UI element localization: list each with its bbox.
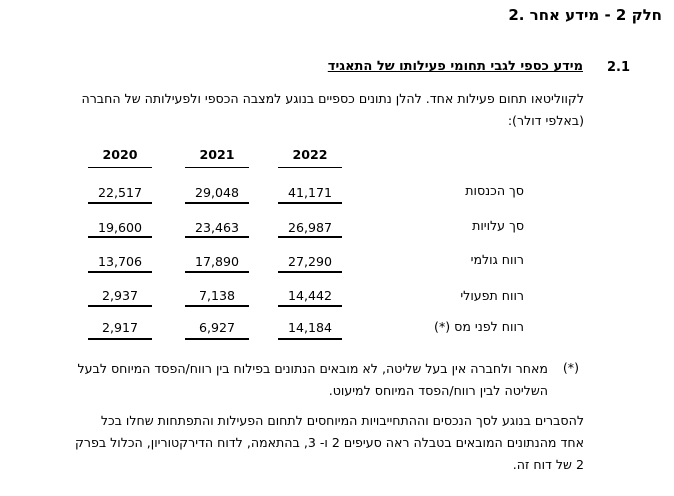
row-rule xyxy=(88,338,152,340)
intro-line: (באלפי דולר): xyxy=(507,113,584,128)
table-cell: 7,138 xyxy=(198,288,236,303)
row-label-costs: סך עלויות xyxy=(472,218,524,233)
table-cell: 14,184 xyxy=(287,320,333,335)
year-header-2021: 2021 xyxy=(199,147,235,162)
row-rule xyxy=(88,305,152,307)
chapter-title: חלק 2 - מידע אחר .2 xyxy=(508,6,662,24)
header-rule xyxy=(185,167,249,168)
table-cell: 27,290 xyxy=(287,254,333,269)
row-rule xyxy=(278,271,342,273)
row-label-operating-profit: רווח תפעולי xyxy=(460,288,524,303)
explanation-line: אחד מהנתונים המובאים בטבלה ראה סעיפים 2 ו- 3, בהתאמה, לדוח הדירקטוריון, הכלול בפרק xyxy=(74,435,584,450)
row-rule xyxy=(185,271,249,273)
row-rule xyxy=(278,202,342,204)
row-rule xyxy=(278,236,342,238)
table-cell: 22,517 xyxy=(97,185,143,200)
explanation-line: 2 של דוח זה. xyxy=(512,457,584,472)
row-rule xyxy=(185,236,249,238)
table-cell: 2,917 xyxy=(101,320,139,335)
footnote-text xyxy=(78,358,549,402)
row-rule xyxy=(88,202,152,204)
footnote-line: מאחר ולחברה אין בעל שליטה, לא מובאים הנתונים בפילוח בין רווח/הפסד המיוחס לבעל xyxy=(77,361,548,376)
year-header-2022: 2022 xyxy=(292,147,328,162)
year-header-2020: 2020 xyxy=(102,147,138,162)
header-rule xyxy=(88,167,152,168)
section-title: מידע כספי לגבי תחומי פעילותו של התאגיד xyxy=(327,59,583,74)
intro-line: לקווליטאו תחום פעילות אחד. להלן נתונים כספיים בנוגע למצבה הכספי ולפעילותה של החברה xyxy=(81,91,584,106)
table-cell: 41,171 xyxy=(287,185,333,200)
table-cell: 13,706 xyxy=(97,254,143,269)
row-label-gross-profit: רווח גולמי xyxy=(470,252,524,267)
table-cell: 19,600 xyxy=(97,220,143,235)
table-cell: 14,442 xyxy=(287,288,333,303)
intro-paragraph xyxy=(81,88,584,132)
row-rule xyxy=(88,236,152,238)
footnote-line: השליטה לבין רווח/הפסד המיוחס למיעוט. xyxy=(328,383,548,398)
row-rule xyxy=(185,338,249,340)
table-cell: 17,890 xyxy=(194,254,240,269)
table-cell: 2,937 xyxy=(101,288,139,303)
table-cell: 6,927 xyxy=(198,320,236,335)
row-rule xyxy=(278,305,342,307)
row-rule xyxy=(185,202,249,204)
row-label-revenue: סך הכנסות xyxy=(465,183,524,198)
row-rule xyxy=(185,305,249,307)
table-cell: 26,987 xyxy=(287,220,333,235)
section-number: 2.1 xyxy=(606,60,630,75)
explanation-line: להסברים בנוגע לסך הנכסים וההתחייבויות המיוחסים לתחום הפעילות והתפתחות שחלו בכל xyxy=(100,413,584,428)
row-rule xyxy=(88,271,152,273)
header-rule xyxy=(278,167,342,168)
explanation-paragraph xyxy=(75,410,584,476)
table-cell: 29,048 xyxy=(194,185,240,200)
row-label-pretax-profit: רווח לפני מס (*) xyxy=(434,319,524,334)
footnote-marker: (*) xyxy=(562,360,579,375)
row-rule xyxy=(278,338,342,340)
table-cell: 23,463 xyxy=(194,220,240,235)
